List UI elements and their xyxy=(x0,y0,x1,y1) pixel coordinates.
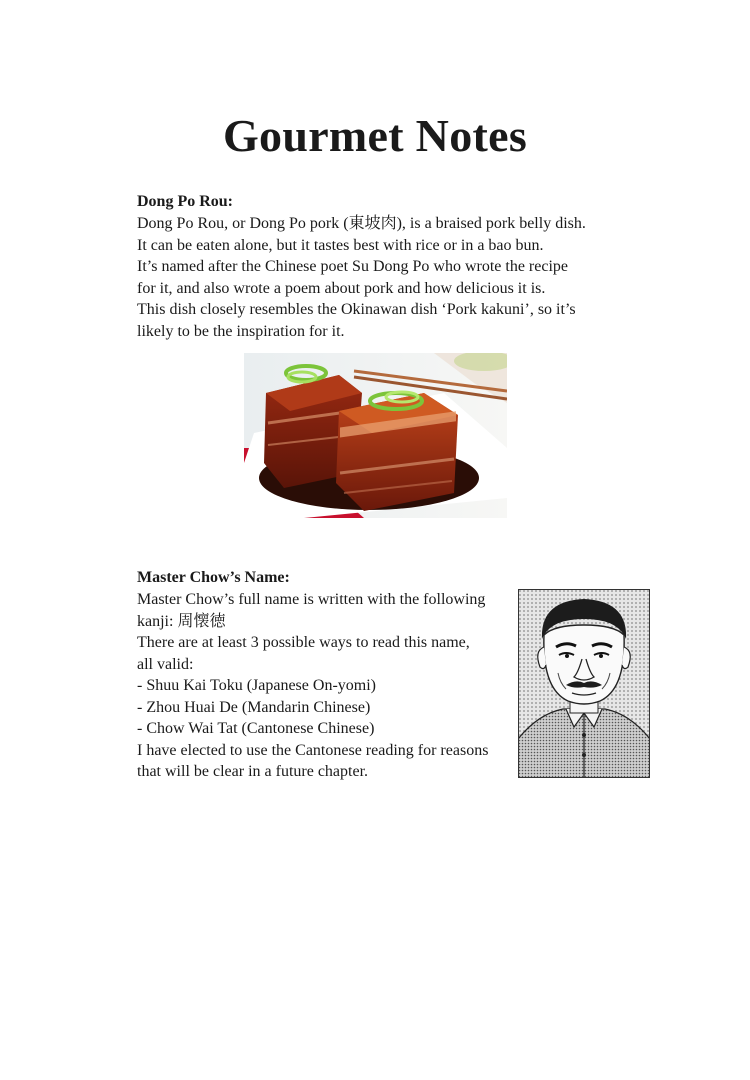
body-line: likely to be the inspiration for it. xyxy=(137,322,345,340)
section-body xyxy=(137,589,517,783)
section-heading: Master Chow’s Name: xyxy=(137,569,290,586)
section-dong-po-rou xyxy=(137,191,637,342)
body-line: I have elected to use the Cantonese reading for reasons xyxy=(137,741,489,759)
dong-po-rou-photo xyxy=(244,353,507,518)
body-line: kanji: 周懐徳 xyxy=(137,612,226,630)
body-line: It’s named after the Chinese poet Su Dong Po who wrote the recipe xyxy=(137,258,568,275)
body-line: that will be clear in a future chapter. xyxy=(137,763,369,780)
body-line: There are at least 3 possible ways to read this name, xyxy=(137,634,470,651)
page-title: Gourmet Notes xyxy=(222,110,528,161)
body-line: all valid: xyxy=(137,655,194,673)
body-line: - Chow Wai Tat (Cantonese Chinese) xyxy=(137,720,375,737)
body-line: It can be eaten alone, but it tastes best with rice or in a bao bun. xyxy=(137,236,544,254)
master-chow-portrait xyxy=(518,589,650,778)
section-master-chow-name xyxy=(137,567,517,783)
body-line: - Shuu Kai Toku (Japanese On-yomi) xyxy=(137,677,376,694)
body-line: for it, and also wrote a poem about pork and how delicious it is. xyxy=(137,279,546,297)
section-body xyxy=(137,213,637,342)
body-line: This dish closely resembles the Okinawan dish ‘Pork kakuni’, so it’s xyxy=(137,301,576,318)
body-line: Dong Po Rou, or Dong Po pork (東坡肉), is a braised pork belly dish. xyxy=(137,215,586,232)
section-heading: Dong Po Rou: xyxy=(137,193,234,210)
body-line: Master Chow’s full name is written with the following xyxy=(137,591,486,608)
body-line: - Zhou Huai De (Mandarin Chinese) xyxy=(137,698,371,716)
